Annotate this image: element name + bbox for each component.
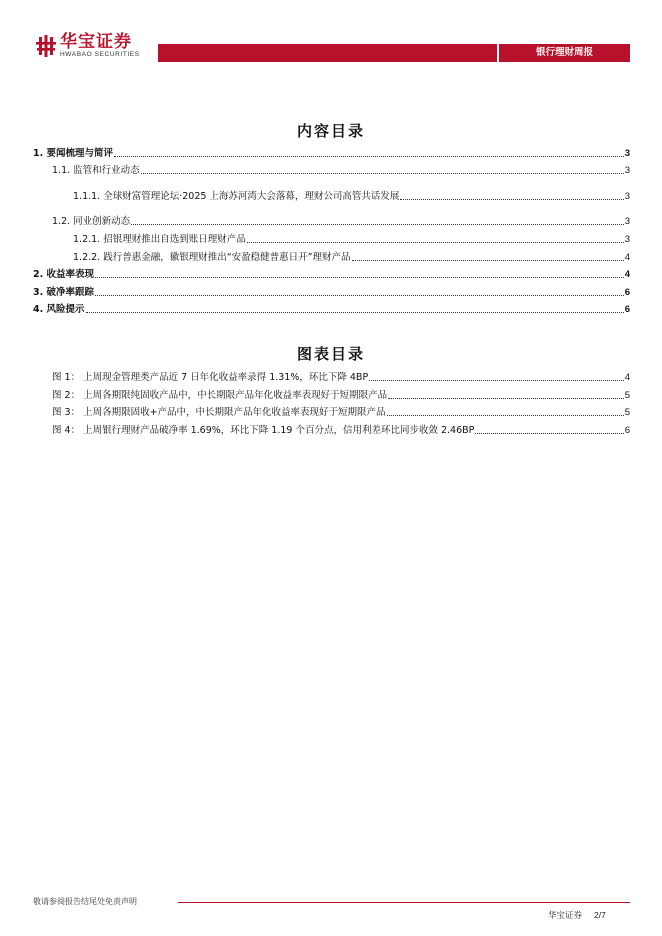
- figure-entry-label: 图 3： 上周各期限固收+产品中，中长期限产品年化收益率表现好于短期限产品: [52, 407, 386, 418]
- leader-dots: [400, 199, 623, 200]
- toc-entry-page: 3: [624, 148, 630, 159]
- leader-dots: [369, 380, 624, 381]
- figure-entry-page: 5: [624, 390, 630, 401]
- toc-entry-page: 4: [624, 252, 630, 263]
- leader-dots: [388, 398, 624, 399]
- leader-dots: [95, 295, 624, 296]
- toc-entry-page: 3: [624, 216, 630, 227]
- figure-entry-label: 图 4： 上周银行理财产品破净率 1.69%，环比下降 1.19 个百分点，信用利差环比同步收敛 2.46BP: [52, 425, 475, 436]
- footer-info: [548, 909, 606, 921]
- toc-entry-label: 4. 风险提示: [33, 304, 85, 315]
- toc-entry-page: 6: [624, 287, 630, 298]
- toc-entry[interactable]: [52, 164, 630, 177]
- toc-entry[interactable]: [73, 233, 630, 246]
- figure-entry-page: 5: [624, 407, 630, 418]
- brand-name-cn: 华宝证券: [60, 32, 132, 52]
- toc-entry-label: 3. 破净率跟踪: [33, 287, 95, 298]
- leader-dots: [114, 156, 624, 157]
- toc-entry-label: 1.1. 监管和行业动态: [52, 165, 140, 176]
- leader-dots: [475, 433, 623, 434]
- page-number: 2/7: [594, 910, 606, 920]
- toc-entry-page: 3: [624, 191, 630, 202]
- brand-name-en: HWABAO SECURITIES: [60, 51, 140, 58]
- leader-dots: [131, 224, 624, 225]
- toc-entry[interactable]: [73, 190, 630, 203]
- toc-entry-label: 1.2.1. 招银理财推出自选到账日理财产品: [73, 234, 246, 245]
- toc-entry-page: 4: [624, 269, 630, 280]
- figure-entry-page: 6: [624, 425, 630, 436]
- toc-entry-page: 3: [624, 234, 630, 245]
- leader-dots: [352, 260, 624, 261]
- toc-entry-label: 1.2.2. 践行普惠金融，徽银理财推出“安盈稳健普惠日开”理财产品: [73, 252, 351, 263]
- footer-company: 华宝证券: [548, 911, 583, 921]
- figure-entry[interactable]: [52, 406, 630, 419]
- brand-logo: [36, 34, 140, 59]
- toc-entry-page: 6: [624, 304, 630, 315]
- leader-dots: [86, 312, 624, 313]
- figure-entry-page: 4: [624, 372, 630, 383]
- toc-entry-label: 1.2. 同业创新动态: [52, 216, 131, 227]
- figure-entry[interactable]: [52, 389, 630, 402]
- toc-entry-label: 1.1.1. 全球财富管理论坛·2025 上海苏河湾大会落幕，理财公司高管共话发展: [73, 191, 400, 202]
- leader-dots: [95, 277, 624, 278]
- leader-dots: [141, 173, 624, 174]
- toc-entry[interactable]: [73, 251, 630, 264]
- figure-entry[interactable]: [52, 371, 630, 384]
- toc-entry-page: 3: [624, 165, 630, 176]
- toc-entry[interactable]: [52, 215, 630, 228]
- toc-entry[interactable]: [33, 268, 630, 281]
- figure-entry-label: 图 1： 上周现金管理类产品近 7 日年化收益率录得 1.31%，环比下降 4BP: [52, 372, 369, 383]
- toc-entry[interactable]: [33, 303, 630, 316]
- report-type-label: 银行理财周报: [535, 47, 593, 58]
- leader-dots: [387, 415, 624, 416]
- disclaimer-note: 敬请参阅报告结尾处免责声明: [33, 897, 137, 906]
- figure-entry-label: 图 2： 上周各期限纯固收产品中，中长期限产品年化收益率表现好于短期限产品: [52, 390, 388, 401]
- footer-rule: [178, 902, 630, 903]
- toc-entry[interactable]: [33, 147, 630, 160]
- toc-entry-label: 1. 要闻梳理与简评: [33, 148, 114, 159]
- figure-entry[interactable]: [52, 424, 630, 437]
- toc-entry-label: 2. 收益率表现: [33, 269, 95, 280]
- figures-title: 图表目录: [296, 345, 365, 363]
- toc-title: 内容目录: [296, 122, 365, 140]
- hwabao-logo-icon: [36, 35, 56, 57]
- toc-entry[interactable]: [33, 286, 630, 299]
- leader-dots: [247, 242, 624, 243]
